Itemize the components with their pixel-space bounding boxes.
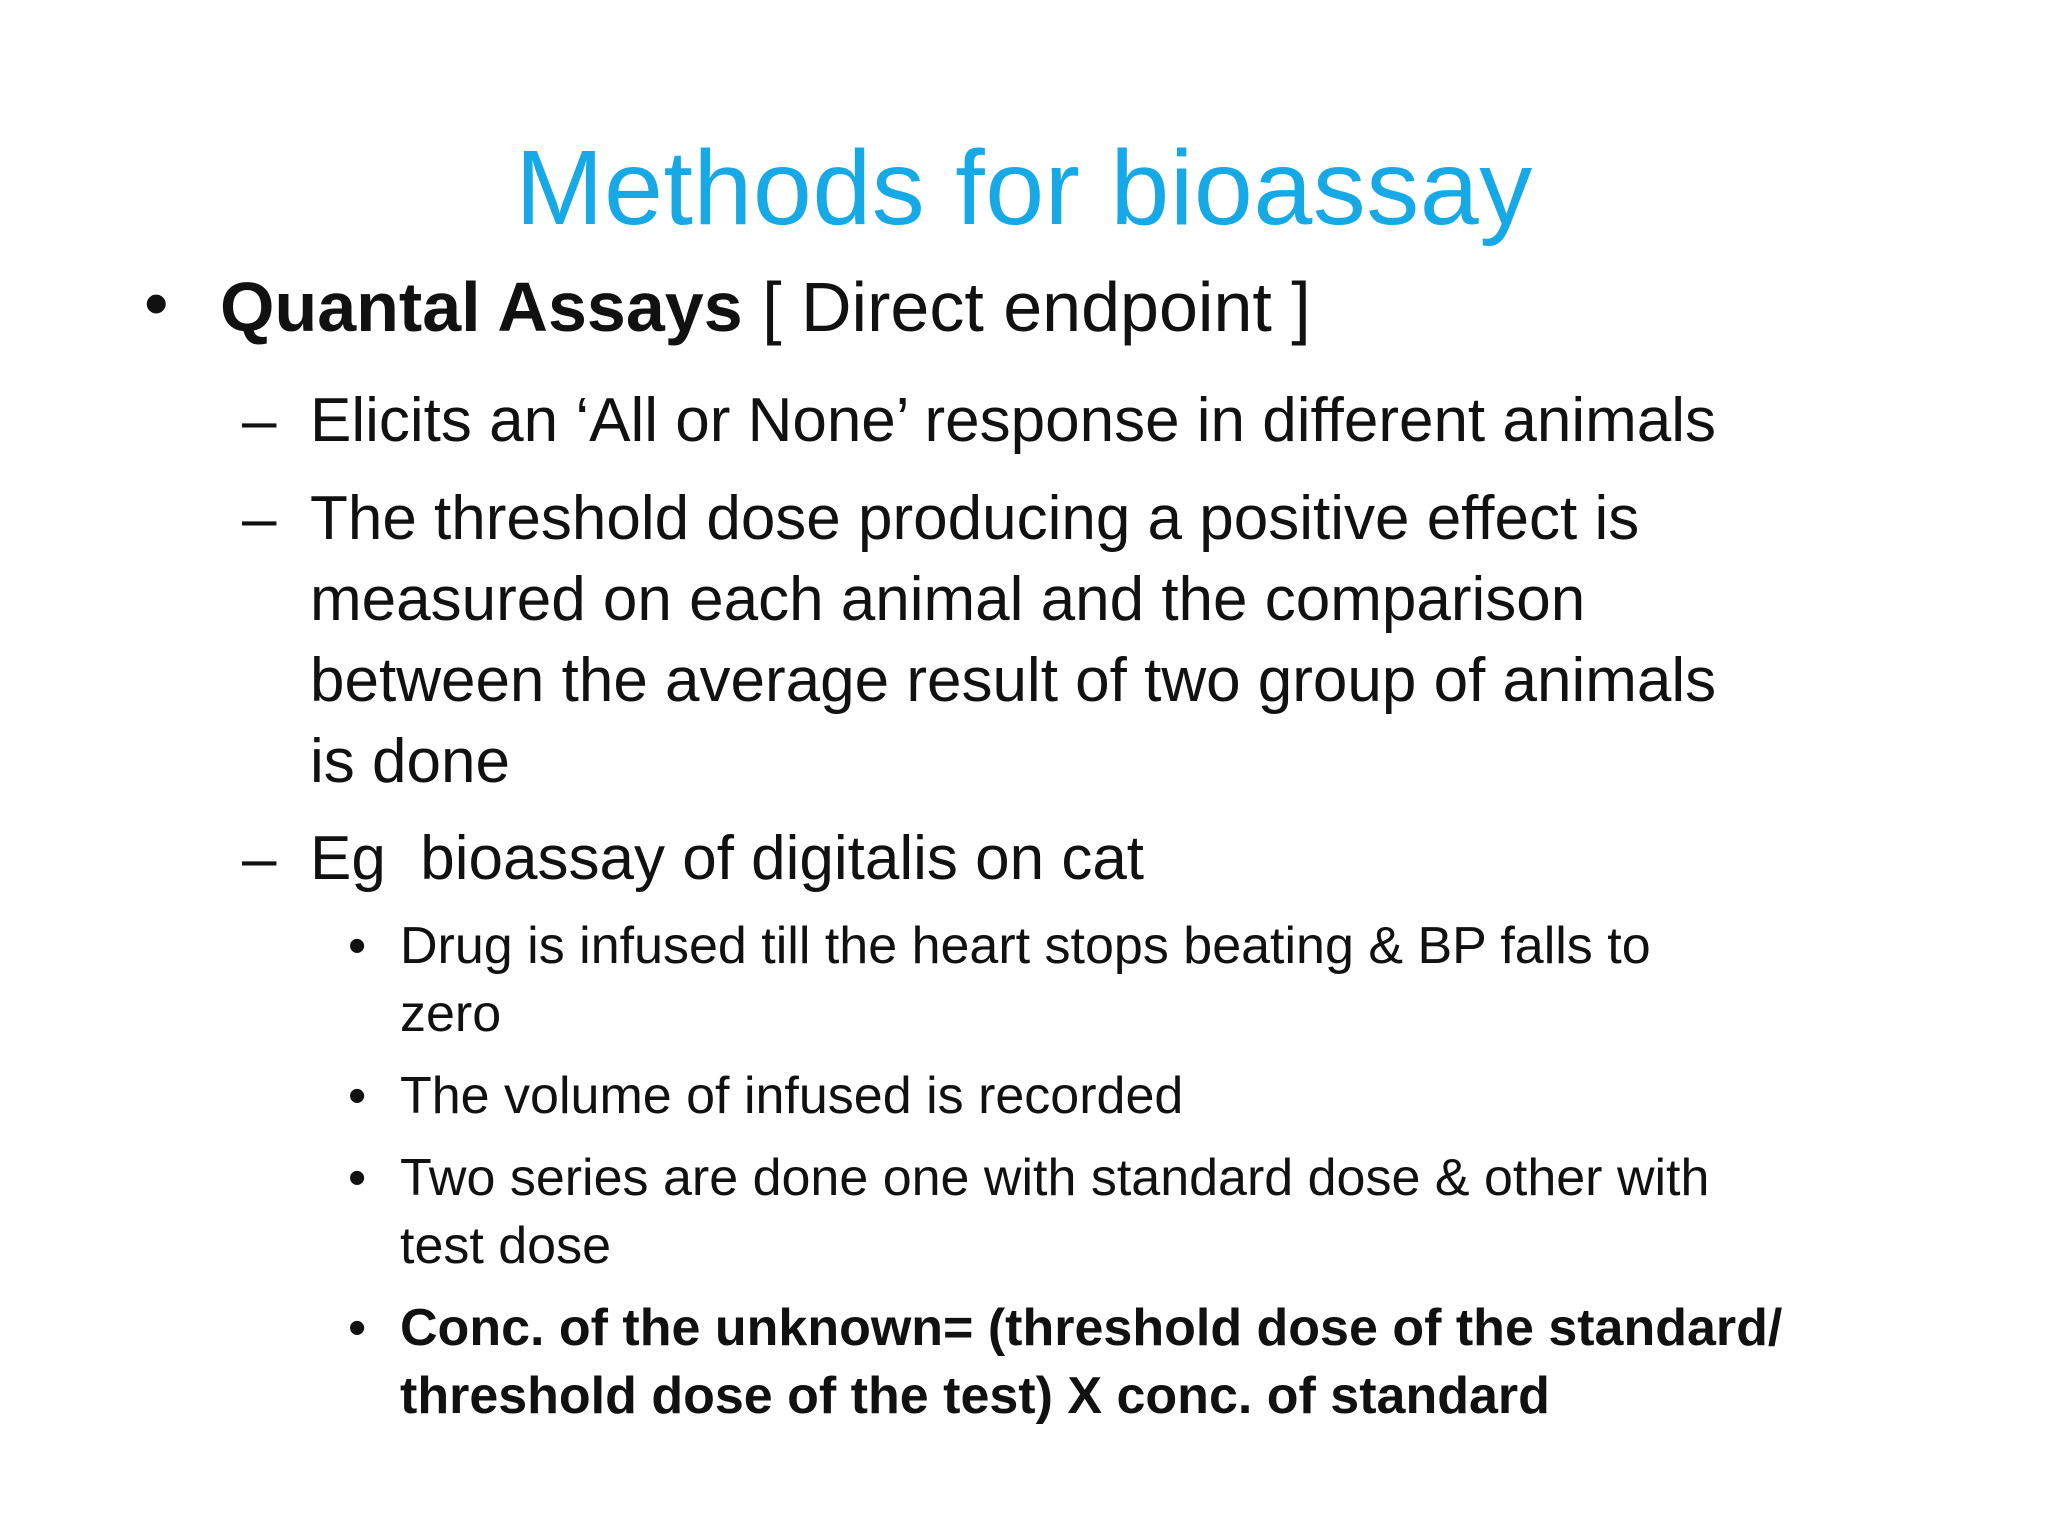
dash-icon: –: [242, 386, 277, 455]
small-bullet-icon: •: [348, 1067, 367, 1125]
dash-icon: –: [242, 824, 277, 893]
detail-concentration-formula: [348, 1294, 1783, 1430]
bullet-icon: •: [144, 264, 169, 342]
subpoint-line: The threshold dose producing a positive effect is: [310, 484, 1640, 553]
small-bullet-icon: •: [348, 1299, 367, 1357]
subpoint-line: measured on each animal and the comparison: [310, 565, 1586, 634]
subpoint-line: Elicits an ‘All or None’ response in different animals: [310, 386, 1717, 455]
subpoint-line: is done: [310, 727, 510, 796]
direct-endpoint-text: [ Direct endpoint ]: [742, 268, 1311, 346]
quantal-assays-label: Quantal Assays: [220, 268, 743, 346]
detail-line: The volume of infused is recorded: [400, 1067, 1184, 1125]
subpoint-line: Eg bioassay of digitalis on cat: [310, 824, 1145, 893]
dash-icon: –: [242, 484, 277, 553]
subpoint-all-or-none: [242, 380, 1717, 461]
slide-title: Methods for bioassay: [515, 129, 1533, 247]
detail-two-series: [348, 1144, 1710, 1280]
subpoint-line: between the average result of two group of animals: [310, 646, 1717, 715]
detail-line: threshold dose of the test) X conc. of standard: [400, 1367, 1550, 1425]
subpoint-example: [242, 818, 1145, 899]
detail-line: Conc. of the unknown= (threshold dose of the standard/: [400, 1299, 1783, 1357]
detail-volume-recorded: [348, 1062, 1184, 1130]
bullet-quantal-assays: [144, 264, 1311, 348]
detail-line: zero: [400, 985, 502, 1043]
subpoint-threshold-dose: [242, 478, 1717, 802]
detail-drug-infused: [348, 912, 1651, 1048]
detail-line: Two series are done one with standard dose & other with: [400, 1149, 1710, 1207]
small-bullet-icon: •: [348, 917, 367, 975]
detail-line: Drug is infused till the heart stops beating & BP falls to: [400, 917, 1651, 975]
small-bullet-icon: •: [348, 1149, 367, 1207]
detail-line: test dose: [400, 1217, 612, 1275]
